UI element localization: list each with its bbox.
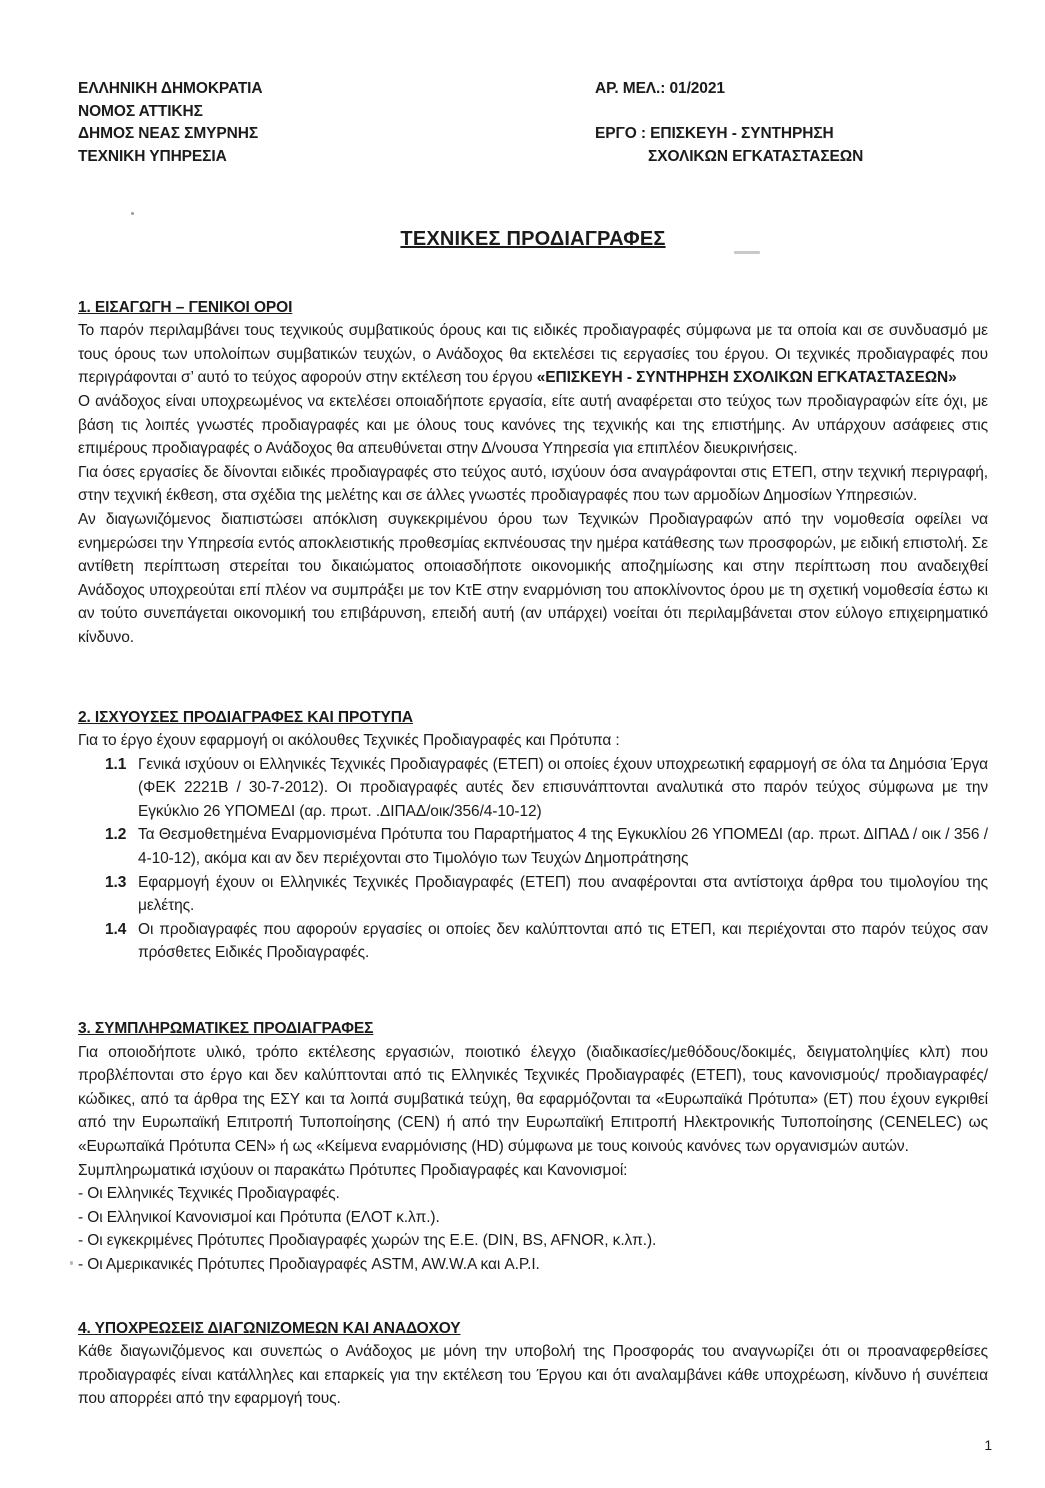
section-introduction (78, 296, 988, 650)
header-authority-line: ΝΟΜΟΣ ΑΤΤΙΚΗΣ (78, 102, 203, 120)
list-item-text: Εφαρμογή έχουν οι Ελληνικές Τεχνικές Προδιαγραφές (ΕΤΕΠ) που αναφέρονται στα αντίστοιχα άρθρα του τιμολογίου της μελέτης. (138, 873, 988, 915)
header-authority-line: ΔΗΜΟΣ ΝΕΑΣ ΣΜΥΡΝΗΣ (78, 125, 259, 143)
page-title: ΤΕΧΝΙΚΕΣ ΠΡΟΔΙΑΓΡΑΦΕΣ (400, 228, 666, 250)
scan-artifact (734, 251, 760, 254)
paragraph: Για οποιοδήποτε υλικό, τρόπο εκτέλεσης εργασιών, ποιοτικό έλεγχο (διαδικασίες/μεθόδους/δοκιμές, δειγματοληψίες κλπ) που προβλέπονται στο έργο και δεν καλύπτονται από τις Ελληνικές Τεχνικές Προδιαγραφές (ΕΤΕΠ), τους κανονισμούς/ προδιαγραφές/κώδικες, από τα άρθρα της ΕΣΥ και τα λοιπά συμβατικά τεύχη, θα εφαρμόζονται τα «Ευρωπαϊκά Πρότυπα» (ΕΤ) που έχουν εγκριθεί από την Ευρωπαϊκή Επιτροπή Τυποποίησης (CEN) ή από την Ευρωπαϊκή Επιτροπή Ηλεκτρονικής Τυποποίησης (CENELEC) ως «Ευρωπαϊκά Πρότυπα CEN» ή ως «Κείμενα εναρμόνισης (HD) σύμφωνα με τους κοινούς κανόνες των οργανισμών αυτών. (78, 1043, 988, 1155)
numbered-list (78, 753, 988, 965)
list-item-number: 1.1 (105, 755, 127, 773)
list-item (105, 871, 988, 918)
header-authority-line: ΕΛΛΗΝΙΚΗ ΔΗΜΟΚΡΑΤΙΑ (78, 80, 263, 97)
section-heading: 2. ΙΣΧΥΟΥΣΕΣ ΠΡΟΔΙΑΓΡΑΦΕΣ ΚΑΙ ΠΡΟΤΥΠΑ (78, 708, 413, 726)
header-authority-line: ΤΕΧΝΙΚΗ ΥΠΗΡΕΣΙΑ (78, 147, 227, 165)
list-item-number: 1.2 (105, 826, 127, 844)
section-supplementary-specs (78, 1017, 988, 1277)
paragraph: Ο ανάδοχος είναι υποχρεωμένος να εκτελέσει οποιαδήποτε εργασία, είτε αυτή αναφέρεται στο τεύχος των προδιαγραφών είτε όχι, με βάση τις λοιπές γνωστές προδιαγραφές και με όλους τους κανόνες της τεχνικής και της επιστήμης. Αν υπάρχουν ασάφειες στις επιμέρους προδιαγραφές ο Ανάδοχος θα απευθύνεται στην Δ/νουσα Υπηρεσία για επιπλέον διευκρινήσεις. (78, 392, 988, 458)
paragraph (78, 319, 988, 390)
project-title-line1: ΕΡΓΟ : ΕΠΙΣΚΕΥΗ - ΣΥΝΤΗΡΗΣΗ (595, 125, 834, 143)
paragraph-text: Το παρόν περιλαμβάνει τους τεχνικούς συμβατικούς όρους και τις ειδικές προδιαγραφές σύμφωνα με τα οποία και σε συνδυασμό με τους όρους των υπολοίπων συμβατικών τευχών, ο Ανάδοχος θα εκτελέσει τις εεργασίες του έργου. Οι τεχνικές προδιαγραφές που περιγράφονται σ’ αυτό το τεύχος αφορούν στην εκτέλεση του έργου (78, 322, 988, 387)
dash-list-item: - Οι εγκεκριμένες Πρότυπες Προδιαγραφές χωρών της Ε.Ε. (DIN, BS, AFNOR, κ.λπ.). (78, 1232, 657, 1250)
project-title-line2: ΣΧΟΛΙΚΩΝ ΕΓΚΑΤΑΣΤΑΣΕΩΝ (648, 147, 864, 165)
page-number: 1 (984, 1437, 992, 1454)
list-item-number: 1.4 (105, 920, 127, 938)
list-item-text: Οι προδιαγραφές που αφορούν εργασίες οι οποίες δεν καλύπτονται από τις ΕΤΕΠ, και περιέχονται στο παρόν τεύχος σαν πρόσθετες Ειδικές Προδιαγραφές. (138, 920, 988, 962)
scan-artifact (131, 212, 134, 215)
section-heading: 4. ΥΠΟΧΡΕΩΣΕΙΣ ΔΙΑΓΩΝΙΖΟΜΕΩΝ ΚΑΙ ΑΝΑΔΟΧΟΥ (78, 1319, 461, 1337)
dash-list (78, 1182, 988, 1276)
header-project-block (595, 78, 863, 168)
document-header (78, 78, 988, 170)
list-item (105, 918, 988, 965)
study-number: ΑΡ. ΜΕΛ.: 01/2021 (595, 80, 725, 97)
paragraph: Για το έργο έχουν εφαρμογή οι ακόλουθες Τεχνικές Προδιαγραφές και Πρότυπα : (78, 732, 620, 750)
dash-list-item: - Οι Ελληνικοί Κανονισμοί και Πρότυπα (ΕΛΟΤ κ.λπ.). (78, 1208, 440, 1226)
section-applicable-specs (78, 706, 988, 966)
header-spacer (595, 101, 863, 124)
list-item (105, 753, 988, 824)
section-heading: 3. ΣΥΜΠΛΗΡΩΜΑΤΙΚΕΣ ΠΡΟΔΙΑΓΡΑΦΕΣ (78, 1020, 374, 1038)
paragraph: Για όσες εργασίες δε δίνονται ειδικές προδιαγραφές στο τεύχος αυτό, ισχύουν όσα αναγράφονται στις ΕΤΕΠ, στην τεχνική περιγραφή, στην τεχνική έκθεση, στα σχέδια της μελέτης και σε άλλες γνωστές προδιαγραφές που των αρμοδίων Δημοσίων Υπηρεσιών. (78, 463, 988, 505)
project-name-bold: «ΕΠΙΣΚΕΥΗ - ΣΥΝΤΗΡΗΣΗ ΣΧΟΛΙΚΩΝ ΕΓΚΑΤΑΣΤΑΣΕΩΝ» (536, 369, 957, 387)
paragraph: Αν διαγωνιζόμενος διαπιστώσει απόκλιση συγκεκριμένου όρου των Τεχνικών Προδιαγραφών από την νομοθεσία οφείλει να ενημερώσει την Υπηρεσία εντός αποκλειστικής προθεσμίας εκπνέουσας την ημέρα κατάθεσης των προσφορών, με ειδική επιστολή. Σε αντίθετη περίπτωση στερείται του δικαιώματος οποιασδήποτε οικονομικής αποζημίωσης και στην περίπτωση που αναδειχθεί Ανάδοχος υποχρεούται επί πλέον να συμπράξει με τον ΚτΕ στην εναρμόνιση του αποκλίνοντος όρου με τη σχετική νομοθεσία έστω κι αν τούτο συνεπάγεται οικονομική του επιβάρυνση, επειδή αυτή (αν υπάρχει) νοείται ότι περιλαμβάνεται στον εύλογο επιχειρηματικό κίνδυνο. (78, 510, 988, 646)
dash-list-item: - Οι Ελληνικές Τεχνικές Προδιαγραφές. (78, 1185, 340, 1203)
list-item-text: Γενικά ισχύουν οι Ελληνικές Τεχνικές Προδιαγραφές (ΕΤΕΠ) οι οποίες έχουν υποχρεωτική εφαρμογή σε όλα τα Δημόσια Έργα (ΦΕΚ 2221Β / 30-7-2012). Οι προδιαγραφές αυτές δεν επισυνάπτονται αναλυτικά στο παρόν τεύχος σύμφωνα με την Εγκύκλιο 26 ΥΠΟΜΕΔΙ (αρ. πρωτ. .ΔΙΠΑΔ/οικ/356/4-10-12) (138, 755, 988, 820)
dash-list-item: - Οι Αμερικανικές Πρότυπες Προδιαγραφές ASTM, AW.W.A και A.P.I. (78, 1255, 540, 1273)
list-item (105, 823, 988, 870)
scan-artifact (70, 1261, 73, 1265)
paragraph: Συμπληρωματικά ισχύουν οι παρακάτω Πρότυπες Προδιαγραφές και Κανονισμοί: (78, 1161, 628, 1179)
paragraph: Κάθε διαγωνιζόμενος και συνεπώς ο Ανάδοχος με μόνη την υποβολή της Προσφοράς του αναγνωρίζει ότι οι προαναφερθείσες προδιαγραφές είναι κατάλληλες και επαρκείς για την εκτέλεση του Έργου και ότι αναλαμβάνει κάθε υποχρέωση, κίνδυνο ή συνέπεια που απορρέει από την εφαρμογή τους. (78, 1343, 988, 1408)
section-obligations (78, 1317, 988, 1411)
section-heading: 1. ΕΙΣΑΓΩΓΗ – ΓΕΝΙΚΟΙ ΟΡΟΙ (78, 298, 293, 316)
list-item-number: 1.3 (105, 873, 127, 891)
list-item-text: Τα Θεσμοθετημένα Εναρμονισμένα Πρότυπα του Παραρτήματος 4 της Εγκυκλίου 26 ΥΠΟΜΕΔΙ (αρ. πρωτ. ΔΙΠΑΔ / οικ / 356 / 4-10-12), ακόμα και αν δεν περιέχονται στο Τιμολόγιο των Τευχών Δημοπράτησης (138, 826, 988, 868)
